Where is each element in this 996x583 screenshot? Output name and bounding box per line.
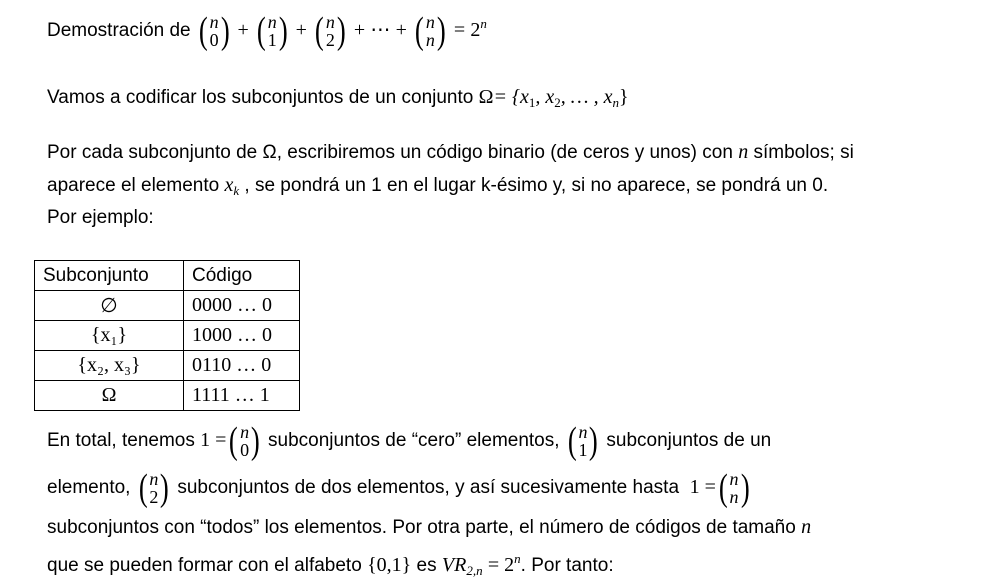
table-row: Ω 1111 … 1 — [35, 381, 300, 411]
omega-symbol: Ω — [478, 86, 494, 108]
binom-n-1: ( n 1 ) — [256, 10, 288, 52]
para3-line1: En total, tenemos 1 = ( n 0 ) subconjuntos de “cero” elementos, ( n 1 ) subconjuntos de un — [47, 420, 772, 462]
table-row: {x₁} 1000 … 0 — [35, 321, 300, 351]
header-subconjunto: Subconjunto — [35, 261, 184, 291]
intro-text: Vamos a codificar los subconjuntos de un conjunto — [47, 87, 474, 108]
binom-n-1-inline: ( n 1 ) — [567, 420, 599, 462]
intro-line: Vamos a codificar los subconjuntos de un conjunto $\Omega= \{x_1$, $x_2$, … , $x_n$} — [47, 86, 629, 110]
heading-line: Demostración de ( n 0 ) + ( n 1 ) + ( n 2 ) + ⋯ + ( n n ) = 2$^n$ — [47, 10, 487, 52]
header-codigo: Código — [184, 261, 300, 291]
binom-n-2-inline: ( n 2 ) — [138, 467, 170, 509]
table-row: {x₂, x₃} 0110 … 0 — [35, 351, 300, 381]
table-row: ∅ 0000 … 0 — [35, 291, 300, 321]
para3-line3: subconjuntos con “todos” los elementos. Por otra parte, el número de códigos de tamaño n — [47, 516, 812, 538]
binom-n-0: ( n 0 ) — [198, 10, 230, 52]
heading-label: Demostración de — [47, 20, 191, 42]
table-header-row — [35, 261, 300, 291]
codes-table — [34, 260, 300, 411]
binom-n-n-inline: ( n n ) — [718, 467, 750, 509]
binom-n-n: ( n n ) — [415, 10, 446, 52]
para2-line3: Por ejemplo: — [47, 207, 154, 228]
para2-line2: aparece el elemento $x_k$ , se pondrá un 1 en el lugar k-ésimo y, si no aparece, se pondrá un 0. — [47, 174, 829, 198]
para2-line1: Por cada subconjunto de Ω, escribiremos un código binario (de ceros y unos) con n símbolos; si — [47, 141, 854, 163]
para3-line2: elemento, ( n 2 ) subconjuntos de dos elementos, y así sucesivamente hasta 1 = ( n n ) — [47, 467, 750, 509]
binom-n-2: ( n 2 ) — [315, 10, 346, 52]
para3-line4: que se pueden formar con el alfabeto {0,1} es $VR_{2,n} = 2^n$. Por tanto: — [47, 551, 614, 578]
binom-n-0-inline: ( n 0 ) — [229, 420, 260, 462]
power-result: 2$^n$ — [470, 16, 487, 42]
